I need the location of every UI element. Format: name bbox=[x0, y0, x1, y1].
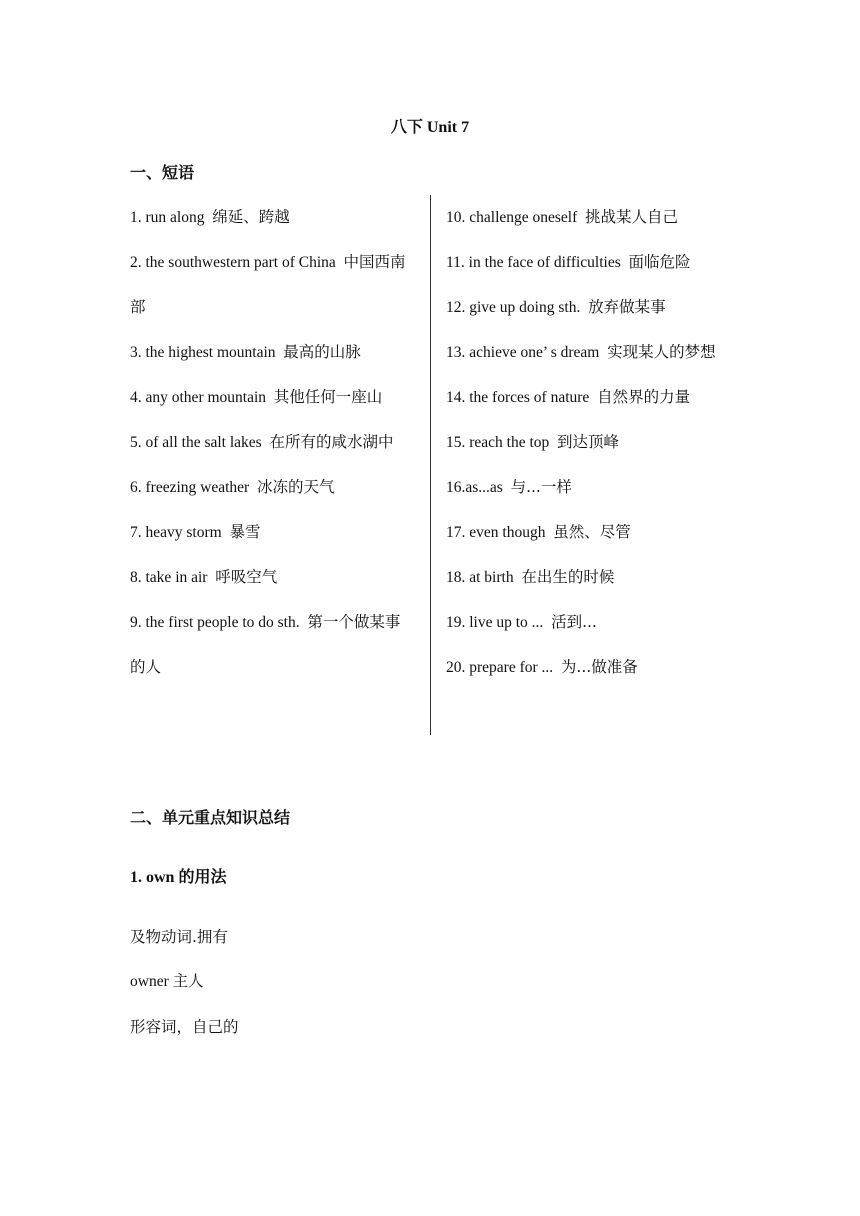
phrase-item-6 bbox=[130, 465, 415, 510]
phrase-en: 18. at birth bbox=[446, 569, 514, 586]
phrase-item-16 bbox=[446, 465, 731, 510]
section-heading-phrases: 一、短语 bbox=[130, 163, 195, 182]
phrase-zh: 面临危险 bbox=[628, 253, 691, 271]
phrase-item-15 bbox=[446, 420, 731, 465]
phrase-en: 6. freezing weather bbox=[130, 479, 250, 496]
phrase-en: 9. the first people to do sth. bbox=[130, 614, 300, 631]
phrase-item-9 bbox=[130, 600, 415, 690]
phrase-zh: 其他任何一座山 bbox=[273, 388, 383, 406]
phrase-item-2 bbox=[130, 240, 415, 330]
phrase-en: 16.as...as bbox=[446, 479, 503, 496]
phrase-zh: 到达顶峰 bbox=[557, 433, 620, 451]
phrase-zh: 在出生的时候 bbox=[521, 568, 615, 586]
phrase-zh: 活到... bbox=[551, 613, 597, 631]
phrase-zh: 冰冻的天气 bbox=[256, 478, 335, 496]
phrase-en: 20. prepare for ... bbox=[446, 659, 554, 676]
phrase-zh: 第一个做某事的人 bbox=[130, 613, 401, 676]
phrase-item-17 bbox=[446, 510, 731, 555]
phrase-zh: 放弃做某事 bbox=[588, 298, 666, 316]
phrase-item-3 bbox=[130, 330, 415, 375]
phrase-en: 3. the highest mountain bbox=[130, 344, 276, 361]
usage-line-1: 及物动词.拥有 bbox=[130, 928, 228, 946]
phrase-en: 17. even though bbox=[446, 524, 546, 541]
phrase-en: 13. achieve one’ s dream bbox=[446, 344, 600, 361]
document-title: 八下 Unit 7 bbox=[390, 119, 470, 136]
phrase-zh: 在所有的咸水湖中 bbox=[269, 433, 394, 451]
phrase-item-8 bbox=[130, 555, 415, 600]
phrase-item-18 bbox=[446, 555, 731, 600]
phrase-item-10 bbox=[446, 195, 731, 240]
phrase-en: 11. in the face of difficulties bbox=[446, 254, 621, 271]
phrase-zh: 最高的山脉 bbox=[283, 343, 361, 361]
phrase-en: 4. any other mountain bbox=[130, 389, 267, 406]
phrase-item-1 bbox=[130, 195, 415, 240]
phrase-zh: 与...一样 bbox=[510, 478, 572, 496]
section-heading-summary: 二、单元重点知识总结 bbox=[130, 808, 291, 827]
phrase-item-12 bbox=[446, 285, 731, 330]
phrase-en: 19. live up to ... bbox=[446, 614, 544, 631]
column-divider bbox=[430, 195, 431, 735]
usage-line-2: owner 主人 bbox=[130, 973, 204, 990]
subheading-own-usage: 1. own 的用法 bbox=[130, 869, 227, 886]
phrase-item-19 bbox=[446, 600, 731, 645]
phrase-zh: 虽然、尽管 bbox=[553, 523, 631, 541]
phrase-zh: 绵延、跨越 bbox=[212, 208, 290, 226]
phrase-item-5 bbox=[130, 420, 415, 465]
phrase-item-11 bbox=[446, 240, 731, 285]
phrase-list-right bbox=[446, 195, 731, 690]
phrase-en: 8. take in air bbox=[130, 569, 208, 586]
phrase-item-4 bbox=[130, 375, 415, 420]
phrase-en: 14. the forces of nature bbox=[446, 389, 590, 406]
phrase-item-7 bbox=[130, 510, 415, 555]
phrase-item-13 bbox=[446, 330, 731, 375]
phrase-zh: 呼吸空气 bbox=[215, 568, 278, 586]
phrase-list-left bbox=[130, 195, 415, 690]
phrase-zh: 中国西南部 bbox=[130, 253, 406, 316]
phrase-zh: 暴雪 bbox=[229, 523, 261, 541]
phrase-en: 5. of all the salt lakes bbox=[130, 434, 262, 451]
phrase-en: 7. heavy storm bbox=[130, 524, 222, 541]
phrase-item-14 bbox=[446, 375, 731, 420]
phrase-en: 2. the southwestern part of China bbox=[130, 254, 336, 271]
phrase-zh: 实现某人的梦想 bbox=[607, 343, 716, 361]
phrase-zh: 为...做准备 bbox=[560, 658, 638, 676]
phrase-item-20 bbox=[446, 645, 731, 690]
phrase-zh: 自然界的力量 bbox=[597, 388, 691, 406]
phrase-en: 15. reach the top bbox=[446, 434, 550, 451]
usage-line-3: 形容词，自己的 bbox=[130, 1018, 239, 1036]
phrase-zh: 挑战某人自己 bbox=[585, 208, 679, 226]
phrase-en: 12. give up doing sth. bbox=[446, 299, 581, 316]
phrase-en: 10. challenge oneself bbox=[446, 209, 578, 226]
phrase-en: 1. run along bbox=[130, 209, 205, 226]
